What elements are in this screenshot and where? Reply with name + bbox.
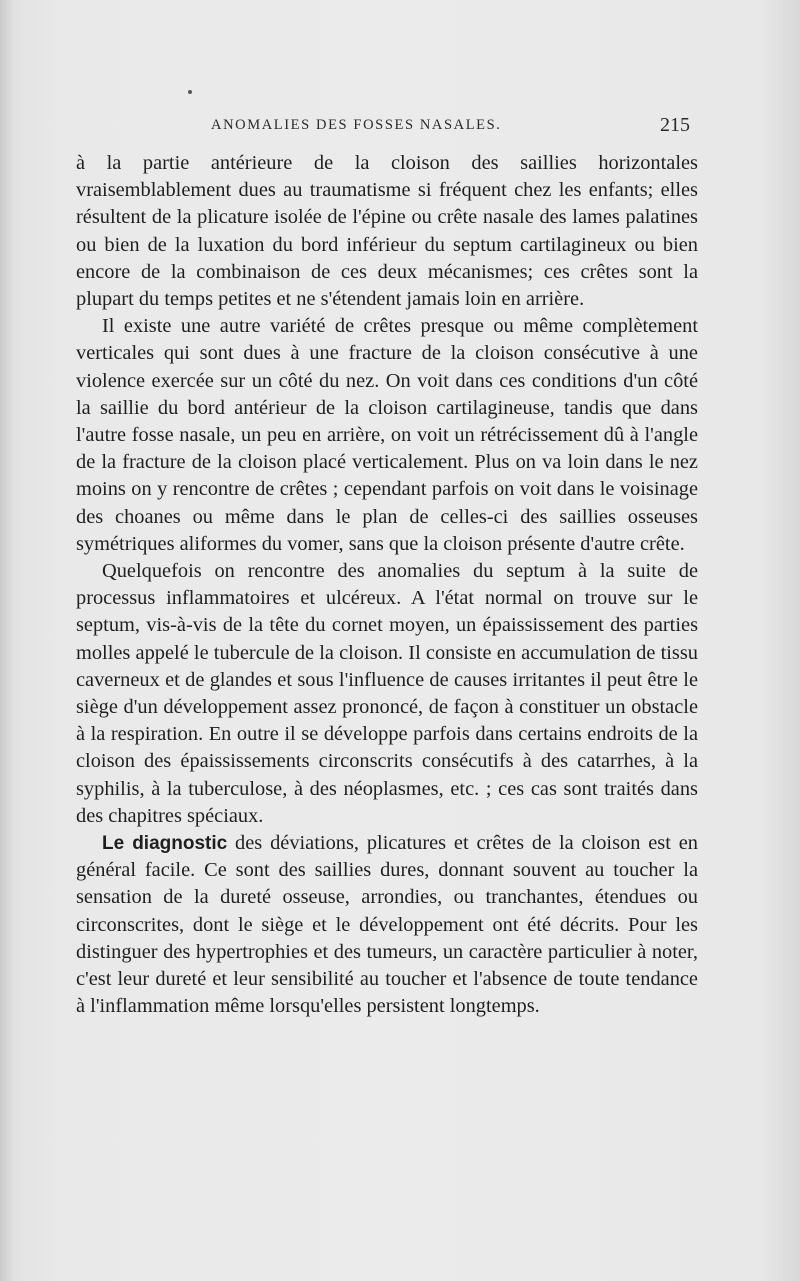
paragraph-inflammatory-anomalies: Quelquefois on rencontre des anomalies du septum à la suite de processus inflammatoires et ulcéreux. A l'état normal on trouve sur le septum, vis-à-vis de la tête du cornet moyen, un épaississement des parties molles appelé le tubercule de la cloison. Il consiste en accumulation de tissu caverneux et de glandes et sous l'influence de causes irritantes il peut être le siège d'un développement assez prononcé, de façon à constituer un obstacle à la respiration. En outre il se développe parfois dans certains endroits de la cloison des épaississements circonscrits consécutifs à des catarrhes, à la syphilis, à la tuberculose, à des néoplasmes, etc. ; ces cas sont traités dans des chapitres spéciaux. xyxy=(76,560,698,827)
diagnosis-text: des déviations, plicatures et crêtes de la cloison est en général facile. Ce sont des saillies dures, donnant souvent au toucher la sensation de la dureté osseuse, arrondies, ou tranchantes, étendues ou circonscrites, dont le siège et le développement ont été décrits. Pour les distinguer des hypertrophies et des tumeurs, un caractère particulier à noter, c'est leur dureté et leur sensibilité au toucher et l'absence de toute tendance à l'inflammation même lorsqu'elles persistent longtemps. xyxy=(76,832,698,1018)
paragraph-vertical-crests: Il existe une autre variété de crêtes presque ou même complètement verticales qui sont dues à une fracture de la cloison consécutive à une violence exercée sur un côté du nez. On voit dans ces conditions d'un côté la saillie du bord antérieur de la cloison cartilagineuse, tandis que dans l'autre fosse nasale, un peu en arrière, on voit un rétrécissement dû à l'angle de la fracture de la cloison placé verticalement. Plus on va loin dans le nez moins on y rencontre de crêtes ; cependant parfois on voit dans le voisinage des choanes ou même dans le plan de celles-ci des saillies osseuses symétriques aliformes du vomer, sans que la cloison présente d'autre crête. xyxy=(76,315,698,555)
diagnosis-keyword: Le diagnostic xyxy=(102,833,228,855)
paragraph-continuation: à la partie antérieure de la cloison des saillies horizontales vraisemblablement dues au traumatisme si fréquent chez les enfants; elles résultent de la plicature isolée de l'épine ou crête nasale des lames palatines ou bien de la luxation du bord inférieur du septum cartilagineux ou bien encore de la combinaison de ces deux mécanismes; ces crêtes sont la plupart du temps petites et ne s'étendent jamais loin en arrière. xyxy=(76,152,698,311)
body-text xyxy=(76,150,698,1021)
running-head: ANOMALIES DES FOSSES NASALES. xyxy=(211,117,502,133)
page-number: 215 xyxy=(660,114,690,136)
page-header xyxy=(76,112,696,142)
paragraph-diagnosis xyxy=(76,830,698,1020)
print-speck xyxy=(188,90,192,94)
